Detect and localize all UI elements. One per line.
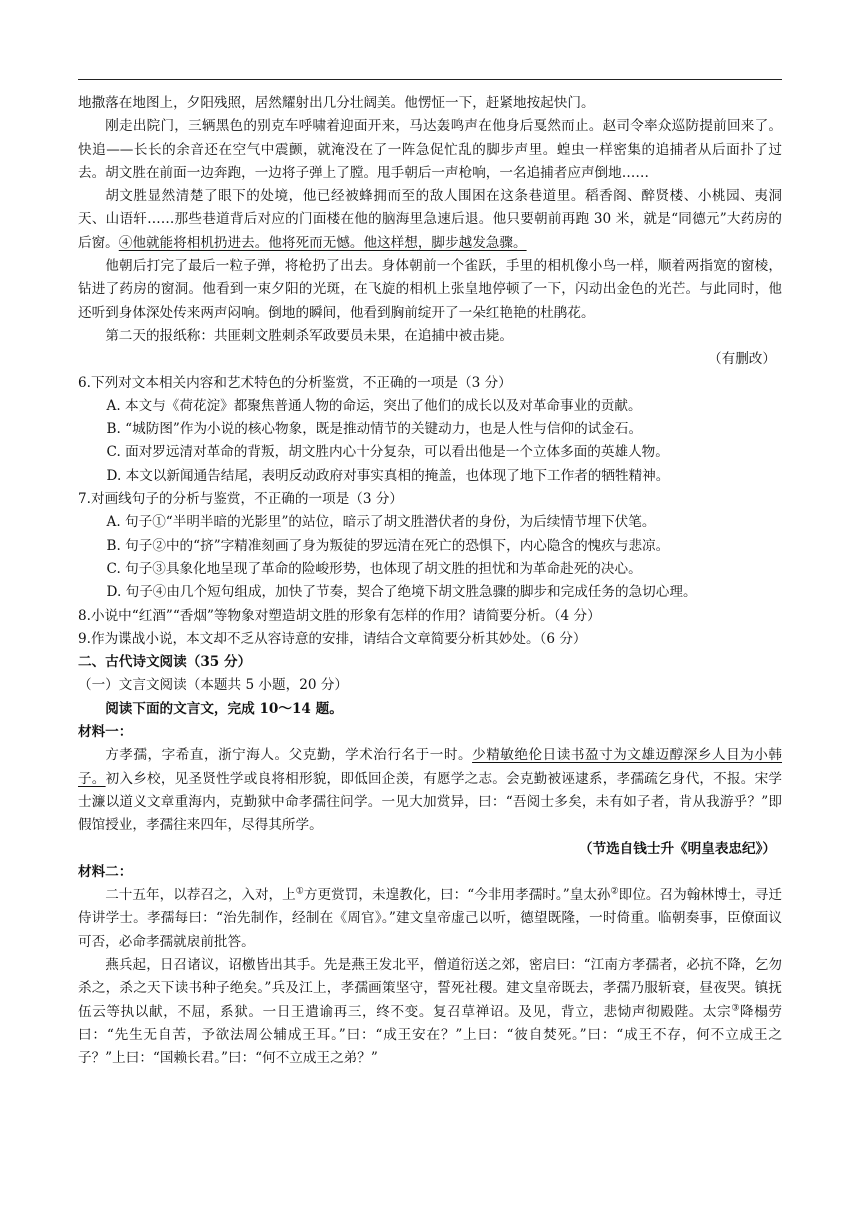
question-9: 9.作为谍战小说，本文却不乏从容诗意的安排，请结合文章简要分析其妙处。（6 分） bbox=[78, 630, 587, 647]
story-paragraph: 刚走出院门，三辆黑色的别克车呼啸着迎面开来，马达轰鸣声在他身后戛然而止。赵司令率众巡防提前回来了。快追——长长的余音还在空气中震颤，就淹没在了一阵急促忙乱的脚步声里。蝗虫一样密集的追捕者从后面扑了过去。胡文胜在前面一边奔跑，一边将子弹上了膛。甩手朝后一声枪响，一名追捕者应声倒地…… bbox=[78, 118, 782, 181]
classical-text: 即位。召为翰林博士，寻迁侍讲学士。孝孺每曰：“治先制作，经制在《周官》。”建文皇帝虚己以听，德望既隆，一时倚重。临朝奏事，臣僚面议可否，必命孝孺就扆前批答。 bbox=[78, 887, 782, 950]
material-1-text bbox=[78, 744, 782, 837]
footnote-marker: ① bbox=[295, 886, 304, 897]
classical-text: 二十五年，以荐召之，入对，上 bbox=[105, 887, 296, 904]
footnote-marker: ② bbox=[610, 886, 619, 897]
document-body bbox=[78, 92, 782, 1070]
classical-text: 方孝孺，字希直，浙宁海人。父克勤，学术治行名于一时。 bbox=[105, 747, 473, 764]
question-6-option-a: A. 本文与《荷花淀》都聚焦普通人物的命运，突出了他们的成长以及对革命事业的贡献。 bbox=[106, 397, 642, 414]
material-2-paragraph bbox=[78, 954, 782, 1070]
question-7-option-b: B. 句子②中的“挤”字精准刻画了身为叛徒的罗远清在死亡的恐惧下，内心隐含的愧疚与悲凉。 bbox=[106, 537, 670, 554]
underlined-classical-sentence: 少精敏绝伦日读书盈寸为文雄迈醇深乡人目为小韩子。 bbox=[78, 747, 783, 787]
story-paragraph: 他朝后打完了最后一粒子弹，将枪扔了出去。身体朝前一个雀跃，手里的相机像小鸟一样，顺着两指宽的窗棱，钻进了药房的窗洞。他看到一束夕阳的光斑，在飞旋的相机上张皇地停顿了一下，闪动出金色的光芒。与此同时，他还听到身体深处传来两声闷响。倒地的瞬间，他看到胸前绽开了一朵红艳艳的杜鹃花。 bbox=[78, 258, 782, 321]
question-6-option-b: B. “城防图”作为小说的核心物象，既是推动情节的关键动力，也是人性与信仰的试金石。 bbox=[106, 421, 643, 438]
story-paragraph: 第二天的报纸称：共匪刺文胜刺杀军政要员未果，在追捕中被击毙。 bbox=[105, 327, 513, 344]
story-paragraph bbox=[78, 185, 782, 255]
question-7-option-a: A. 句子①“半明半暗的光影里”的站位，暗示了胡文胜潜伏者的身份，为后续情节埋下伏笔。 bbox=[106, 514, 656, 531]
section-2-title: 二、古代诗文阅读（35 分） bbox=[78, 654, 252, 671]
header-rule bbox=[78, 79, 782, 80]
subsection-title: （一）文言文阅读（本题共 5 小题，20 分） bbox=[78, 677, 349, 694]
revision-note: （有删改） bbox=[708, 351, 776, 368]
story-paragraph: 地撒落在地图上，夕阳残照，居然耀射出几分壮阔美。他愣怔一下，赶紧地按起快门。 bbox=[78, 95, 595, 111]
classical-text: 降榻劳曰：“先生无自苦，予欲法周公辅成王耳。”曰：“成王安在？”上曰：“彼自焚死。”曰：“成王不存，何不立成王之子？”上曰：“国赖长君。”曰：“何不立成王之弟？” bbox=[78, 1003, 782, 1067]
classical-text: 燕兵起，日召诸议，诏檄皆出其手。先是燕王发北平，僧道衍送之郊，密启曰：“江南方孝孺者，必抗不降，乞勿杀之，杀之天下读书种子绝矣。”兵及江上，孝孺画策坚守，誓死社稷。建文皇帝既去，孝孺乃服斩衰，昼夜哭。镇抚伍云等执以献，不屈，系狱。一日王遣谕再三，终不变。复召草禅诏。及见，背立，悲恸声彻殿陛。太宗 bbox=[78, 956, 782, 1020]
classical-text: 方更赏罚，未遑教化，曰：“今非用孝孺时。”皇太孙 bbox=[303, 887, 611, 904]
question-6-option-d: D. 本文以新闻通告结尾，表明反动政府对事实真相的掩盖，也体现了地下工作者的牺牲精神。 bbox=[106, 467, 670, 484]
underlined-sentence-4: ④他就能将相机扔进去。他将死而无憾。他这样想，脚步越发急骤。 bbox=[118, 234, 527, 251]
classical-text: 初入乡校，见圣贤性学或良将相形貌，即低回企羡，有愿学之志。会克勤被诬逮系，孝孺疏乞身代，不报。宋学士濂以道义文章重海内，克勤狱中命孝孺往问学。一见大加赏异，曰：“吾阅士多矣，未有如子者，肯从我游乎？”即假馆授业，孝孺往来四年，尽得其所学。 bbox=[78, 770, 783, 834]
question-7-option-c: C. 句子③具象化地呈现了革命的险峻形势，也体现了胡文胜的担忧和为革命赴死的决心。 bbox=[106, 560, 642, 577]
reading-instruction: 阅读下面的文言文，完成 10～14 题。 bbox=[105, 700, 343, 717]
footnote-marker: ③ bbox=[731, 1003, 740, 1014]
question-6-option-c: C. 面对罗远清对革命的背叛，胡文胜内心十分复杂，可以看出他是一个立体多面的英雄人物。 bbox=[106, 444, 669, 461]
question-8: 8.小说中“红酒”“香烟”等物象对塑造胡文胜的形象有怎样的作用？请简要分析。（4 分） bbox=[78, 607, 601, 624]
story-text: 胡文胜显然清楚了眼下的处境，他已经被蜂拥而至的敌人围困在这条巷道里。稻香阁、醉贤楼、小桃园、夷洞天、山语轩……那些巷道背后对应的门面楼在他的脑海里急速后退。他只要朝前再跑 30 米，就是“同德元”大药房的后窗。 bbox=[78, 188, 782, 251]
question-7-stem: 7.对画线句子的分析与鉴赏，不正确的一项是（3 分） bbox=[78, 491, 404, 508]
question-7-option-d: D. 句子④由几个短句组成，加快了节奏，契合了绝境下胡文胜急骤的脚步和完成任务的急切心理。 bbox=[106, 584, 697, 601]
material-2-paragraph bbox=[78, 884, 782, 954]
material-2-label: 材料二： bbox=[78, 863, 133, 880]
material-1-source: （节选自钱士升《明皇表忠纪》） bbox=[578, 840, 776, 857]
material-1-label: 材料一： bbox=[78, 724, 133, 741]
question-6-stem: 6.下列对文本相关内容和艺术特色的分析鉴赏，不正确的一项是（3 分） bbox=[78, 374, 512, 391]
